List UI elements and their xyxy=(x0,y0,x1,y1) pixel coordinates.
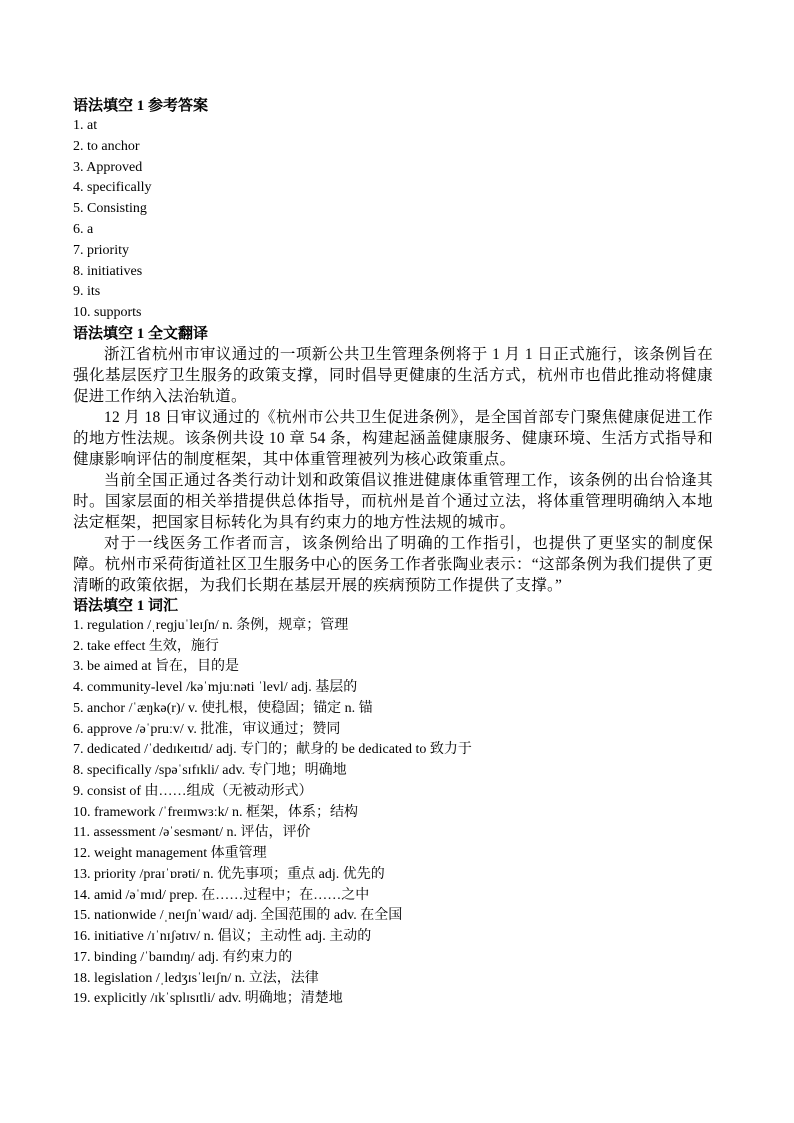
answer-item: 10. supports xyxy=(73,305,142,321)
answers-heading: 语法填空 1 参考答案 xyxy=(73,98,209,114)
vocab-item: 16. initiative /ɪˈnɪʃətɪv/ n. 倡议；主动性 adj. 主动的 xyxy=(73,929,372,945)
answer-item: 5. Consisting xyxy=(73,201,147,217)
translation-paragraph: 当前全国正通过各类行动计划和政策倡议推进健康体重管理工作，该条例的出台恰逢其时。国家层面的相关举措提供总体指导，而杭州是首个通过立法，将体重管理明确纳入本地法定框架，把国家目标转化为具有约束力的地方性法规的城市。 xyxy=(73,471,713,531)
vocab-item: 13. priority /praɪˈɒrəti/ n. 优先事项；重点 adj. 优先的 xyxy=(73,866,385,882)
vocab-item: 14. amid /əˈmɪd/ prep. 在……过程中；在……之中 xyxy=(73,887,370,903)
vocab-item: 19. explicitly /ɪkˈsplɪsɪtli/ adv. 明确地；清楚地 xyxy=(73,991,343,1007)
vocab-item: 12. weight management 体重管理 xyxy=(73,846,267,862)
translation-paragraph: 12 月 18 日审议通过的《杭州市公共卫生促进条例》，是全国首部专门聚焦健康促进工作的地方性法规。该条例共设 10 章 54 条，构建起涵盖健康服务、健康环境、生活方式指导和健康影响评估的制度框架，其中体重管理被列为核心政策重点。 xyxy=(73,408,713,468)
translation-paragraph: 对于一线医务工作者而言，该条例给出了明确的工作指引，也提供了更坚实的制度保障。杭州市采荷街道社区卫生服务中心的医务工作者张陶业表示：“这部条例为我们提供了更清晰的政策依据，为我们长期在基层开展的疾病预防工作提供了支撑。” xyxy=(73,534,713,594)
vocab-item: 7. dedicated /ˈdedɪkeɪtɪd/ adj. 专门的；献身的 be dedicated to 致力于 xyxy=(73,742,472,758)
vocab-item: 11. assessment /əˈsesmənt/ n. 评估，评价 xyxy=(73,825,311,841)
translation-section xyxy=(73,324,713,596)
vocab-item: 17. binding /ˈbaɪndɪŋ/ adj. 有约束力的 xyxy=(73,949,293,965)
vocab-item: 8. specifically /spəˈsɪfɪkli/ adv. 专门地；明确地 xyxy=(73,763,347,779)
answer-item: 9. its xyxy=(73,284,101,300)
answer-item: 6. a xyxy=(73,221,94,237)
vocab-heading: 语法填空 1 词汇 xyxy=(73,597,179,614)
answers-section xyxy=(73,96,713,324)
vocab-item: 1. regulation /ˌreɡjuˈleɪʃn/ n. 条例，规章；管理 xyxy=(73,617,349,633)
translation-heading: 语法填空 1 全文翻译 xyxy=(73,325,209,342)
document-page xyxy=(73,96,713,1010)
vocab-item: 10. framework /ˈfreɪmwɜːk/ n. 框架，体系；结构 xyxy=(73,804,359,820)
vocab-item: 6. approve /əˈpruːv/ v. 批准，审议通过；赞同 xyxy=(73,721,341,737)
answer-item: 8. initiatives xyxy=(73,263,143,279)
answer-item: 7. priority xyxy=(73,242,129,258)
answer-item: 3. Approved xyxy=(73,159,143,175)
vocab-item: 2. take effect 生效，施行 xyxy=(73,638,219,654)
answer-item: 2. to anchor xyxy=(73,138,140,154)
vocab-item: 9. consist of 由……组成（无被动形式） xyxy=(73,783,313,799)
vocab-item: 5. anchor /ˈæŋkə(r)/ v. 使扎根，使稳固；锚定 n. 锚 xyxy=(73,700,373,716)
vocab-item: 3. be aimed at 旨在，目的是 xyxy=(73,659,240,675)
translation-paragraph: 浙江省杭州市审议通过的一项新公共卫生管理条例将于 1 月 1 日正式施行，该条例旨在强化基层医疗卫生服务的政策支撑，同时倡导更健康的生活方式，杭州市也借此推动将健康促进工作纳入法治轨道。 xyxy=(73,345,713,405)
vocab-item: 18. legislation /ˌledʒɪsˈleɪʃn/ n. 立法，法律 xyxy=(73,970,319,986)
vocab-section xyxy=(73,596,713,1010)
answer-item: 4. specifically xyxy=(73,180,152,196)
answer-item: 1. at xyxy=(73,118,98,133)
vocab-item: 15. nationwide /ˌneɪʃnˈwaɪd/ adj. 全国范围的 adv. 在全国 xyxy=(73,908,403,924)
vocab-item: 4. community-level /kəˈmjuːnəti ˈlevl/ adj. 基层的 xyxy=(73,680,358,696)
